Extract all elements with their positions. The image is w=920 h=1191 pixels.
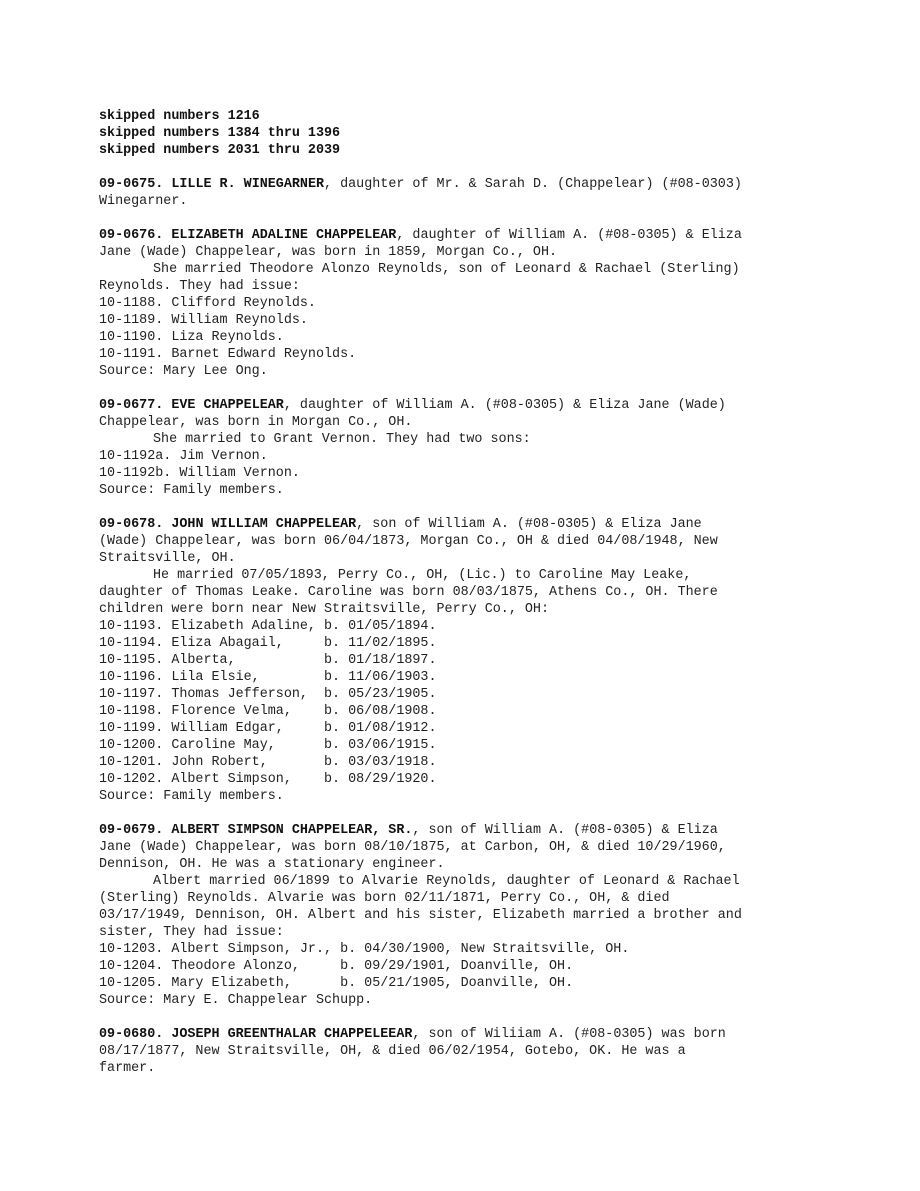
- child-item: 10-1199. William Edgar, b. 01/08/1912.: [99, 721, 437, 736]
- entry-id: 09-0677.: [99, 398, 164, 413]
- child-item: 10-1194. Eliza Abagail, b. 11/02/1895.: [99, 636, 437, 651]
- child-item: 10-1202. Albert Simpson, b. 08/29/1920.: [99, 772, 437, 787]
- child-item: 10-1203. Albert Simpson, Jr., b. 04/30/1900, New Straitsville, OH.: [99, 942, 630, 957]
- entry-id: 09-0676.: [99, 228, 164, 243]
- entry-09-0675: [99, 176, 829, 210]
- source-line: Source: Mary Lee Ong.: [99, 364, 268, 379]
- child-item: 10-1196. Lila Elsie, b. 11/06/1903.: [99, 670, 437, 685]
- entry-id: 09-0680.: [99, 1027, 164, 1042]
- skipped-numbers-block: [99, 108, 829, 159]
- entry-text: , son of Wiliiam A. (#08-0305) was born: [412, 1027, 726, 1042]
- entry-id: 09-0679.: [99, 823, 164, 838]
- entry-09-0677: [99, 397, 829, 499]
- child-item: 10-1200. Caroline May, b. 03/06/1915.: [99, 738, 437, 753]
- child-item: 10-1189. William Reynolds.: [99, 313, 308, 328]
- child-item: 10-1197. Thomas Jefferson, b. 05/23/1905.: [99, 687, 437, 702]
- skipped-numbers-line: skipped numbers 2031 thru 2039: [99, 143, 341, 158]
- entry-text: She married Theodore Alonzo Reynolds, son of Leonard & Rachael (Sterling): [153, 262, 740, 277]
- entry-text: daughter of Thomas Leake. Caroline was born 08/03/1875, Athens Co., OH. There: [99, 585, 718, 600]
- skipped-numbers-line: skipped numbers 1216: [99, 109, 260, 124]
- child-item: 10-1205. Mary Elizabeth, b. 05/21/1905, Doanville, OH.: [99, 976, 574, 991]
- entry-text: Jane (Wade) Chappelear, was born in 1859, Morgan Co., OH.: [99, 245, 558, 260]
- entry-name: ELIZABETH ADALINE CHAPPELEAR: [171, 228, 397, 243]
- source-line: Source: Family members.: [99, 483, 284, 498]
- entry-09-0679: [99, 822, 829, 1009]
- entry-text: Straitsville, OH.: [99, 551, 236, 566]
- entry-text: farmer.: [99, 1061, 156, 1076]
- entry-text: Dennison, OH. He was a stationary engineer.: [99, 857, 445, 872]
- child-item: 10-1193. Elizabeth Adaline, b. 01/05/1894.: [99, 619, 437, 634]
- entry-text: , son of William A. (#08-0305) & Eliza Jane: [356, 517, 702, 532]
- entry-name: LILLE R. WINEGARNER: [171, 177, 325, 192]
- child-item: 10-1188. Clifford Reynolds.: [99, 296, 316, 311]
- entry-text: She married to Grant Vernon. They had two sons:: [153, 432, 531, 447]
- entry-text: , daughter of Mr. & Sarah D. (Chappelear) (#08-0303): [324, 177, 742, 192]
- entry-09-0680: [99, 1026, 829, 1077]
- entry-text: Jane (Wade) Chappelear, was born 08/10/1875, at Carbon, OH, & died 10/29/1960,: [99, 840, 726, 855]
- entry-text: , daughter of William A. (#08-0305) & Eliza: [396, 228, 742, 243]
- child-item: 10-1195. Alberta, b. 01/18/1897.: [99, 653, 437, 668]
- entry-text: Chappelear, was born in Morgan Co., OH.: [99, 415, 413, 430]
- document-page: [99, 108, 829, 1077]
- entry-09-0678: [99, 516, 829, 805]
- entry-text: 08/17/1877, New Straitsville, OH, & died 06/02/1954, Gotebo, OK. He was a: [99, 1044, 686, 1059]
- entry-name: EVE CHAPPELEAR: [171, 398, 284, 413]
- entry-text: children were born near New Straitsville, Perry Co., OH:: [99, 602, 549, 617]
- entry-text: , daughter of William A. (#08-0305) & Eliza Jane (Wade): [283, 398, 726, 413]
- child-item: 10-1198. Florence Velma, b. 06/08/1908.: [99, 704, 437, 719]
- entry-text: sister, They had issue:: [99, 925, 284, 940]
- source-line: Source: Family members.: [99, 789, 284, 804]
- entry-text: He married 07/05/1893, Perry Co., OH, (Lic.) to Caroline May Leake,: [153, 568, 692, 583]
- entry-text: , son of William A. (#08-0305) & Eliza: [412, 823, 718, 838]
- child-item: 10-1190. Liza Reynolds.: [99, 330, 284, 345]
- child-item: 10-1201. John Robert, b. 03/03/1918.: [99, 755, 437, 770]
- child-item: 10-1204. Theodore Alonzo, b. 09/29/1901, Doanville, OH.: [99, 959, 574, 974]
- skipped-numbers-line: skipped numbers 1384 thru 1396: [99, 126, 341, 141]
- child-item: 10-1192b. William Vernon.: [99, 466, 300, 481]
- entry-text: Albert married 06/1899 to Alvarie Reynolds, daughter of Leonard & Rachael: [153, 874, 740, 889]
- entry-text: Reynolds. They had issue:: [99, 279, 300, 294]
- entry-text: Winegarner.: [99, 194, 188, 209]
- entry-text: (Sterling) Reynolds. Alvarie was born 02/11/1871, Perry Co., OH, & died: [99, 891, 670, 906]
- entry-09-0676: [99, 227, 829, 380]
- entry-id: 09-0675.: [99, 177, 164, 192]
- child-item: 10-1192a. Jim Vernon.: [99, 449, 268, 464]
- entry-text: (Wade) Chappelear, was born 06/04/1873, Morgan Co., OH & died 04/08/1948, New: [99, 534, 718, 549]
- entry-name: JOHN WILLIAM CHAPPELEAR: [171, 517, 357, 532]
- entry-text: 03/17/1949, Dennison, OH. Albert and his sister, Elizabeth married a brother and: [99, 908, 742, 923]
- entry-name: ALBERT SIMPSON CHAPPELEAR, SR.: [171, 823, 413, 838]
- child-item: 10-1191. Barnet Edward Reynolds.: [99, 347, 357, 362]
- entry-id: 09-0678.: [99, 517, 164, 532]
- entry-name: JOSEPH GREENTHALAR CHAPPELEEAR: [171, 1027, 413, 1042]
- source-line: Source: Mary E. Chappelear Schupp.: [99, 993, 373, 1008]
